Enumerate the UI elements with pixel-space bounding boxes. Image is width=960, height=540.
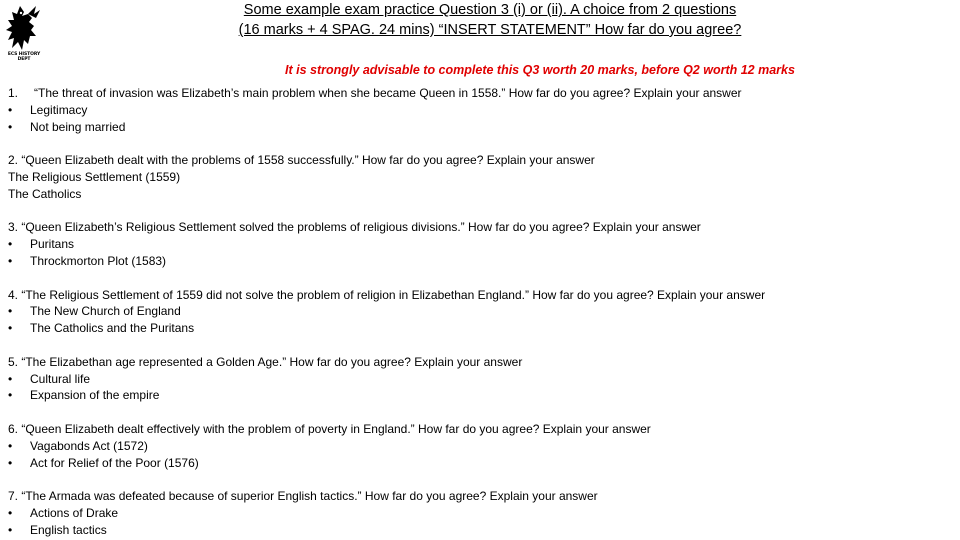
- bullet-icon: •: [8, 237, 13, 252]
- question-1: [8, 85, 953, 102]
- bullet-text: The Catholics and the Puritans: [30, 321, 195, 336]
- list-item: [8, 102, 953, 119]
- bullet-icon: •: [8, 304, 13, 319]
- school-logo: [2, 2, 46, 64]
- dragon-icon: [2, 2, 46, 54]
- list-item: [8, 303, 953, 320]
- bullet-icon: •: [8, 388, 13, 403]
- bullet-icon: •: [8, 119, 13, 134]
- logo-text-line2: DEPT: [17, 57, 31, 62]
- bullet-text: The New Church of England: [30, 304, 181, 319]
- list-item: [8, 236, 953, 253]
- question-list: [8, 85, 953, 539]
- bullet-icon: •: [8, 438, 13, 453]
- bullet-icon: •: [8, 455, 13, 470]
- list-item: [8, 119, 953, 136]
- bullet-text: Actions of Drake: [30, 505, 119, 520]
- bullet-text: Expansion of the empire: [30, 388, 160, 403]
- bullet-text: English tactics: [30, 522, 107, 537]
- bullet-icon: •: [8, 253, 13, 268]
- question-1-text: “The threat of invasion was Elizabeth’s main problem when she became Queen in 1558.” How far do you agree? Explain your answer: [34, 86, 742, 100]
- question-5-text: 5. “The Elizabethan age represented a Golden Age.” How far do you agree? Explain your answer: [8, 354, 523, 369]
- question-4-text: 4. “The Religious Settlement of 1559 did not solve the problem of religion in Elizabethan England.” How far do you agree? Explain your answer: [8, 287, 766, 302]
- page-title: [150, 0, 830, 40]
- bullet-text: Legitimacy: [30, 102, 88, 117]
- bullet-icon: •: [8, 505, 13, 520]
- list-item: [8, 505, 953, 522]
- bullet-icon: •: [8, 371, 13, 386]
- list-item: [8, 522, 953, 539]
- list-item: [8, 438, 953, 455]
- bullet-text: Act for Relief of the Poor (1576): [30, 455, 199, 470]
- bullet-text: Not being married: [30, 119, 126, 134]
- bullet-text: Cultural life: [30, 371, 91, 386]
- question-2-line-2: The Catholics: [8, 186, 82, 201]
- question-2-line-1: The Religious Settlement (1559): [8, 169, 181, 184]
- question-6-text: 6. “Queen Elizabeth dealt effectively with the problem of poverty in England.” How far do you agree? Explain your answer: [8, 421, 651, 436]
- list-item: [8, 371, 953, 388]
- bullet-text: Vagabonds Act (1572): [30, 438, 148, 453]
- question-1-number: 1.: [8, 86, 19, 100]
- advice-note: It is strongly advisable to complete this Q3 worth 20 marks, before Q2 worth 12 marks: [285, 63, 795, 77]
- list-item: [8, 387, 953, 404]
- question-7-text: 7. “The Armada was defeated because of superior English tactics.” How far do you agree? Explain your answer: [8, 489, 598, 504]
- question-2-text: 2. “Queen Elizabeth dealt with the problems of 1558 successfully.” How far do you agree? Explain your answer: [8, 153, 595, 168]
- bullet-text: Throckmorton Plot (1583): [30, 253, 167, 268]
- logo-text-line1: ECS HISTORY: [7, 52, 41, 57]
- bullet-icon: •: [8, 522, 13, 537]
- list-item: [8, 320, 953, 337]
- bullet-icon: •: [8, 321, 13, 336]
- list-item: [8, 455, 953, 472]
- question-3-text: 3. “Queen Elizabeth’s Religious Settlement solved the problems of religious divisions.” How far do you agree? Explain your answer: [8, 220, 701, 235]
- bullet-text: Puritans: [30, 237, 75, 252]
- title-line-1: Some example exam practice Question 3 (i) or (ii). A choice from 2 questions: [243, 2, 737, 18]
- list-item: [8, 253, 953, 270]
- bullet-icon: •: [8, 102, 13, 117]
- title-line-2: (16 marks + 4 SPAG. 24 mins) “INSERT STATEMENT” How far do you agree?: [238, 22, 742, 38]
